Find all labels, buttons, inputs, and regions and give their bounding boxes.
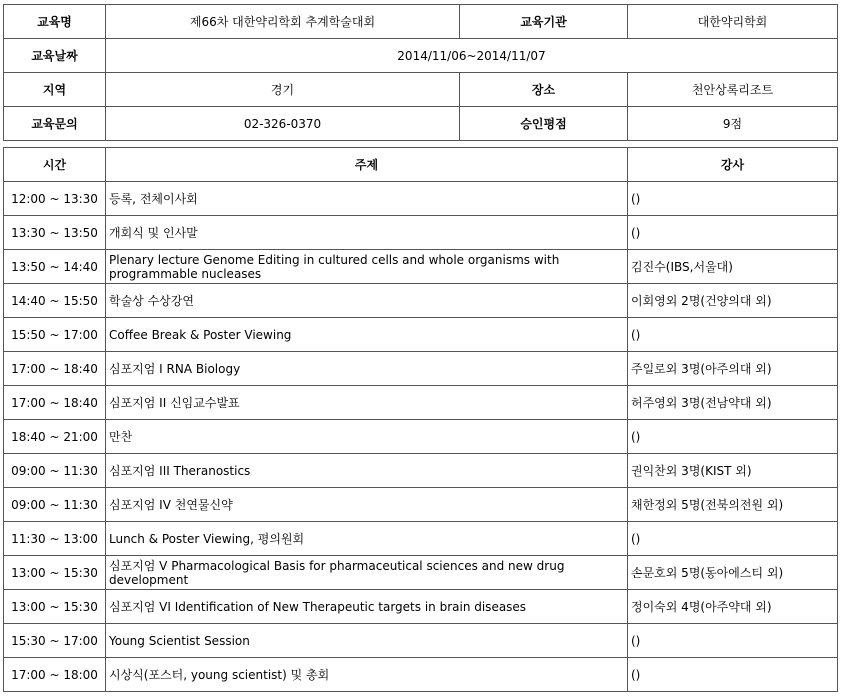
time-cell: 13:00 ~ 15:30	[4, 590, 106, 624]
lecturer-cell: ()	[628, 420, 838, 454]
topic-cell: 개회식 및 인사말	[106, 216, 628, 250]
time-cell: 12:00 ~ 13:30	[4, 182, 106, 216]
header-time: 시간	[4, 148, 106, 182]
topic-cell: Coffee Break & Poster Viewing	[106, 318, 628, 352]
table-row	[4, 658, 838, 692]
topic-cell: 학술상 수상강연	[106, 284, 628, 318]
lecturer-cell: ()	[628, 522, 838, 556]
time-cell: 13:30 ~ 13:50	[4, 216, 106, 250]
table-row	[4, 318, 838, 352]
time-cell: 17:00 ~ 18:40	[4, 352, 106, 386]
table-row	[4, 250, 838, 284]
org-value: 대한약리학회	[628, 5, 838, 39]
info-row-region	[4, 73, 838, 107]
schedule-body	[4, 182, 838, 692]
topic-cell: 심포지엄 V Pharmacological Basis for pharmaceutical sciences and new drug development	[106, 556, 628, 590]
region-label: 지역	[4, 73, 106, 107]
table-row	[4, 590, 838, 624]
info-table	[3, 4, 838, 141]
lecturer-cell: 주일로외 3명(아주의대 외)	[628, 352, 838, 386]
schedule-header-row	[4, 148, 838, 182]
lecturer-cell: 권익찬외 3명(KIST 외)	[628, 454, 838, 488]
table-row	[4, 624, 838, 658]
time-cell: 11:30 ~ 13:00	[4, 522, 106, 556]
time-cell: 09:00 ~ 11:30	[4, 454, 106, 488]
topic-cell: 등록, 전체이사회	[106, 182, 628, 216]
table-row	[4, 386, 838, 420]
credit-value: 9점	[628, 107, 838, 141]
lecturer-cell: 정이숙외 4명(아주약대 외)	[628, 590, 838, 624]
table-row	[4, 522, 838, 556]
lecturer-cell: 채한정외 5명(전북의전원 외)	[628, 488, 838, 522]
lecturer-cell: 이회영외 2명(건양의대 외)	[628, 284, 838, 318]
table-row	[4, 488, 838, 522]
topic-cell: 심포지엄 II 신임교수발표	[106, 386, 628, 420]
time-cell: 13:00 ~ 15:30	[4, 556, 106, 590]
time-cell: 18:40 ~ 21:00	[4, 420, 106, 454]
topic-cell: 심포지엄 I RNA Biology	[106, 352, 628, 386]
place-label: 장소	[460, 73, 628, 107]
header-topic: 주제	[106, 148, 628, 182]
table-row	[4, 352, 838, 386]
topic-cell: 심포지엄 VI Identification of New Therapeutic targets in brain diseases	[106, 590, 628, 624]
lecturer-cell: 김진수(IBS,서울대)	[628, 250, 838, 284]
lecturer-cell: 허주영외 3명(전남약대 외)	[628, 386, 838, 420]
time-cell: 15:30 ~ 17:00	[4, 624, 106, 658]
org-label: 교육기관	[460, 5, 628, 39]
table-row	[4, 182, 838, 216]
topic-cell: Young Scientist Session	[106, 624, 628, 658]
lecturer-cell: ()	[628, 318, 838, 352]
schedule-table	[3, 147, 838, 692]
table-row	[4, 420, 838, 454]
info-row-date	[4, 39, 838, 73]
topic-cell: Plenary lecture Genome Editing in cultured cells and whole organisms with programmable nucleases	[106, 250, 628, 284]
table-row	[4, 556, 838, 590]
topic-cell: 만찬	[106, 420, 628, 454]
time-cell: 15:50 ~ 17:00	[4, 318, 106, 352]
region-value: 경기	[106, 73, 460, 107]
topic-cell: 시상식(포스터, young scientist) 및 총회	[106, 658, 628, 692]
edu-name-value: 제66차 대한약리학회 추계학술대회	[106, 5, 460, 39]
credit-label: 승인평점	[460, 107, 628, 141]
edu-name-label: 교육명	[4, 5, 106, 39]
topic-cell: Lunch & Poster Viewing, 평의원회	[106, 522, 628, 556]
lecturer-cell: ()	[628, 624, 838, 658]
date-value: 2014/11/06~2014/11/07	[106, 39, 838, 73]
lecturer-cell: 손문호외 5명(동아에스티 외)	[628, 556, 838, 590]
lecturer-cell: ()	[628, 658, 838, 692]
table-row	[4, 216, 838, 250]
time-cell: 17:00 ~ 18:40	[4, 386, 106, 420]
header-lecturer: 강사	[628, 148, 838, 182]
info-row-name	[4, 5, 838, 39]
topic-cell: 심포지엄 III Theranostics	[106, 454, 628, 488]
lecturer-cell: ()	[628, 182, 838, 216]
topic-cell: 심포지엄 IV 천연물신약	[106, 488, 628, 522]
table-row	[4, 284, 838, 318]
table-row	[4, 454, 838, 488]
contact-label: 교육문의	[4, 107, 106, 141]
contact-value: 02-326-0370	[106, 107, 460, 141]
date-label: 교육날짜	[4, 39, 106, 73]
time-cell: 09:00 ~ 11:30	[4, 488, 106, 522]
place-value: 천안상록리조트	[628, 73, 838, 107]
info-row-contact	[4, 107, 838, 141]
time-cell: 14:40 ~ 15:50	[4, 284, 106, 318]
time-cell: 13:50 ~ 14:40	[4, 250, 106, 284]
lecturer-cell: ()	[628, 216, 838, 250]
time-cell: 17:00 ~ 18:00	[4, 658, 106, 692]
